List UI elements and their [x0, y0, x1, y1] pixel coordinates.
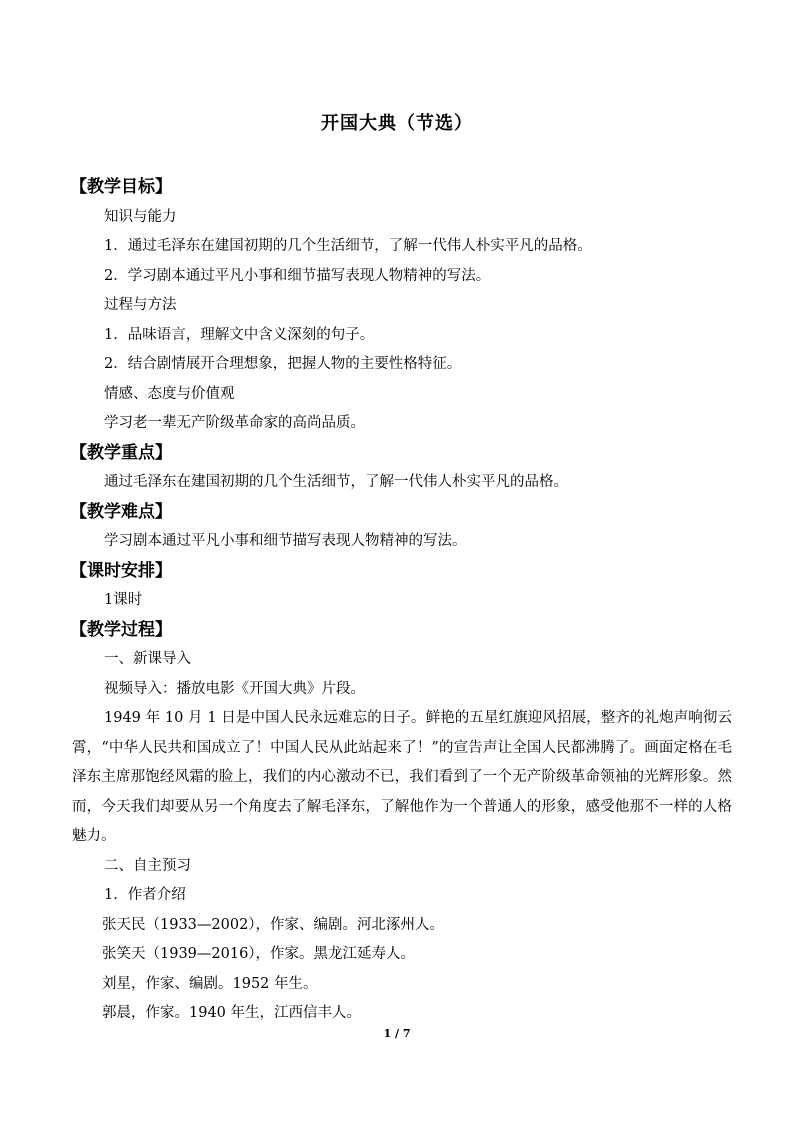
- heading-difficulties: 【教学难点】: [70, 501, 172, 522]
- page-number: 1 / 7: [383, 1027, 411, 1040]
- step-new-lesson-intro: 一、新课导入: [104, 651, 191, 667]
- subheading-emotion: 情感、态度与价值观: [104, 385, 235, 402]
- author-item-4: 郭晨，作家。1940 年生，江西信丰人。: [102, 1005, 362, 1021]
- process-item-2: 2．结合剧情展开合理想象，把握人物的主要性格特征。: [104, 356, 462, 372]
- heading-key-points: 【教学重点】: [70, 442, 172, 463]
- document-title: 开国大典（节选）: [321, 113, 473, 134]
- video-intro-text: 视频导入：播放电影《开国大典》片段。: [104, 680, 365, 697]
- key-points-text: 通过毛泽东在建国初期的几个生活细节，了解一代伟人朴实平凡的品格。: [104, 474, 568, 490]
- author-item-2: 张笑天（1939—2016），作家。黑龙江延寿人。: [102, 946, 416, 962]
- heading-teaching-process: 【教学过程】: [70, 619, 172, 640]
- author-intro-label: 1．作者介绍: [104, 887, 186, 903]
- author-item-1: 张天民（1933—2002），作家、编剧。河北涿州人。: [102, 916, 445, 933]
- difficulties-text: 学习剧本通过平凡小事和细节描写表现人物精神的写法。: [104, 533, 467, 549]
- step-self-preview: 二、自主预习: [104, 857, 191, 874]
- document-body: [72, 173, 732, 1029]
- intro-paragraph: 1949 年 10 月 1 日是中国人民永远难忘的日子。鲜艳的五星红旗迎风招展，整齐的礼炮声响彻云霄，“中华人民共和国成立了！中国人民从此站起来了！”的宣告声让全国人民都沸腾了。画面定格在毛泽东主席那饱经风霜的脸上，我们的内心激动不已，我们看到了一个无产阶级革命领袖的光辉形象。然而，今天我们却要从另一个角度去了解毛泽东，了解他作为一个普通人的形象，感受他那不一样的人格魅力。: [72, 710, 732, 844]
- heading-objectives: 【教学目标】: [70, 177, 172, 197]
- author-item-3: 刘星，作家、编剧。1952 年生。: [102, 975, 318, 992]
- knowledge-item-1: 1．通过毛泽东在建国初期的几个生活细节，了解一代伟人朴实平凡的品格。: [104, 238, 592, 254]
- emotion-item-1: 学习老一辈无产阶级革命家的高尚品质。: [104, 415, 365, 431]
- schedule-text: 1课时: [104, 592, 143, 608]
- knowledge-item-2: 2．学习剧本通过平凡小事和细节描写表现人物精神的写法。: [104, 267, 491, 284]
- subheading-process-method: 过程与方法: [104, 297, 177, 313]
- heading-schedule: 【课时安排】: [70, 560, 172, 581]
- process-item-1: 1．品味语言，理解文中含义深刻的句子。: [104, 326, 375, 343]
- subheading-knowledge: 知识与能力: [104, 208, 177, 225]
